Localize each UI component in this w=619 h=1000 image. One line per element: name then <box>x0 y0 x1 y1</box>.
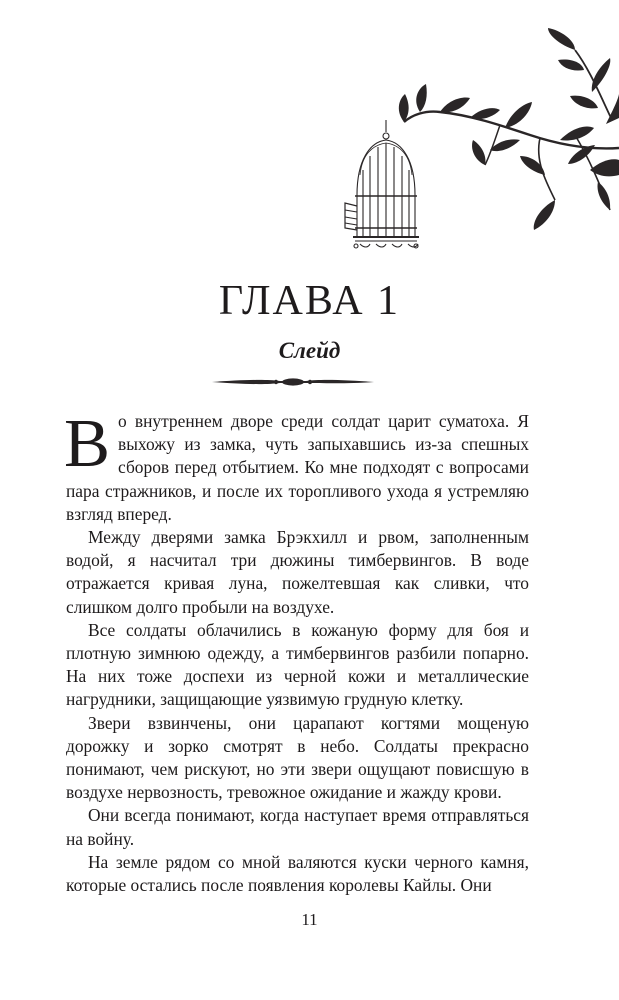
paragraph: Они всегда понимают, когда наступает время отправляться на войну. <box>66 805 529 849</box>
birdcage-icon <box>345 120 419 248</box>
drop-cap: В <box>64 405 111 481</box>
paragraph: Звери взвинчены, они царапают когтями мощеную дорожку и зорко смотрят в небо. Солдаты прекрасно понимают, чем рискуют, но эти звери ощущают повисшую в воздухе нервозность, тревожное ожидание и жажду крови. <box>66 712 529 803</box>
chapter-subtitle: Слейд <box>278 338 341 363</box>
paragraph-text: о внутреннем дворе среди солдат царит суматоха. Я выхожу из замка, чуть запыхавшись из-за спешных сборов перед отбытием. Ко мне подходят с вопросами пара стражников, и после их торопливого ухода я устремляю взгляд вперед. <box>66 411 529 524</box>
paragraph: На земле рядом со мной валяются куски черного камня, которые остались после появления королевы Кайлы. Они <box>66 851 529 896</box>
chapter-title: ГЛАВА 1 <box>218 278 401 324</box>
page-number: 11 <box>301 910 318 929</box>
paragraph: Все солдаты облачились в кожаную форму для боя и плотную зимнюю одежду, а тимбервингов разбили попарно. На них тоже доспехи из черной кожи и металлические нагрудники, защищающие уязвимую грудную клетку. <box>66 619 529 710</box>
paragraph: Между дверями замка Брэкхилл и рвом, заполненным водой, я насчитал три дюжины тимбервингов. В воде отражается кривая луна, пожелтевшая как сливки, что слишком долго пробыли на воздухе. <box>66 527 529 617</box>
branch-with-leaves-icon <box>399 28 619 230</box>
divider-ornament-icon <box>210 372 376 392</box>
chapter-body <box>64 405 529 897</box>
header-ornament <box>0 0 619 260</box>
paragraph <box>64 405 529 526</box>
